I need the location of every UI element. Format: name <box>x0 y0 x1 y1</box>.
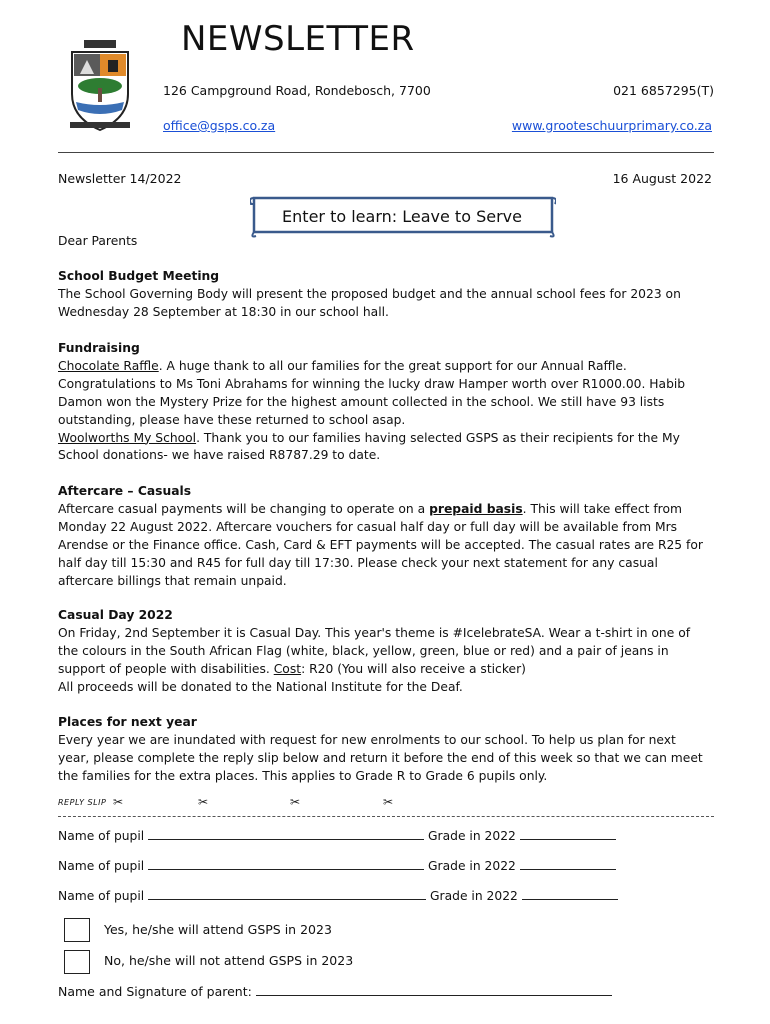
grade-field[interactable] <box>520 828 616 840</box>
paragraph-text: . Thank you to our families having selected GSPS as their recipients for the My <box>196 430 680 445</box>
paragraph-line: School donations- we have raised R8787.29 to date. <box>58 448 381 463</box>
newsletter-date: 16 August 2022 <box>612 171 712 186</box>
section-aftercare <box>58 483 728 590</box>
paragraph-text: . A huge thank to all our families for the great support for our Annual Raffle. <box>158 358 627 373</box>
paragraph-line: half day till 15:30 and R45 for full day till 17:30. Please check your next statement for any casual <box>58 555 658 570</box>
paragraph-text: . This will take effect from <box>522 501 682 516</box>
section-heading: Places for next year <box>58 715 197 729</box>
paragraph-line: Monday 22 August 2022. Aftercare vouchers for casual half day or full day will be available from Mrs <box>58 519 678 534</box>
chocolate-raffle-link[interactable]: Chocolate Raffle <box>58 358 159 373</box>
header-divider <box>58 152 714 153</box>
section-fundraising <box>58 340 728 465</box>
woolworths-myschool-link[interactable]: Woolworths My School <box>58 430 197 445</box>
section-budget <box>58 268 728 322</box>
school-address: 126 Campground Road, Rondebosch, 7700 <box>163 83 431 98</box>
prepaid-basis-emphasis: prepaid basis <box>429 501 523 516</box>
grade-label: Grade in 2022 <box>428 859 516 873</box>
newsletter-number: Newsletter 14/2022 <box>58 171 182 186</box>
signature-row <box>58 984 612 999</box>
paragraph-line: Every year we are inundated with request for new enrolments to our school. To help us plan for next <box>58 732 676 747</box>
yes-option-label: Yes, he/she will attend GSPS in 2023 <box>104 922 332 937</box>
signature-field[interactable] <box>256 984 612 996</box>
pupil-row-2 <box>58 858 616 873</box>
no-option-label: No, he/she will not attend GSPS in 2023 <box>104 953 354 968</box>
signature-label: Name and Signature of parent: <box>58 984 252 999</box>
pupil-name-label: Name of pupil <box>58 829 145 843</box>
cost-label: Cost <box>273 661 302 676</box>
school-motto: Enter to learn: Leave to Serve <box>282 207 522 226</box>
scissors-icon: ✂ <box>198 795 209 809</box>
pupil-row-1 <box>58 828 616 843</box>
section-casual-day <box>58 607 728 697</box>
paragraph-line: On Friday, 2nd September it is Casual Day. This year's theme is #IcelebrateSA. Wear a t-shirt in one of <box>58 625 691 640</box>
scissors-icon: ✂ <box>113 795 124 809</box>
paragraph-line: year, please complete the reply slip below and return it before the end of this week so that we can meet <box>58 750 703 765</box>
paragraph-text: Aftercare casual payments will be changing to operate on a <box>58 501 430 516</box>
paragraph-line: Arendse or the Finance office. Cash, Card & EFT payments will be accepted. The casual rates are R25 for <box>58 537 703 552</box>
grade-label: Grade in 2022 <box>430 889 518 903</box>
scissors-icon: ✂ <box>383 795 394 809</box>
school-phone: 021 6857295(T) <box>613 83 714 98</box>
section-heading: School Budget Meeting <box>58 269 220 283</box>
yes-checkbox[interactable] <box>64 918 90 942</box>
section-heading: Fundraising <box>58 341 140 355</box>
school-website-link[interactable]: www.grooteschuurprimary.co.za <box>511 118 712 133</box>
paragraph-line: Wednesday 28 September at 18:30 in our school hall. <box>58 304 389 319</box>
section-places <box>58 714 728 786</box>
cut-line <box>58 816 714 817</box>
section-heading: Aftercare – Casuals <box>58 484 192 498</box>
paragraph-line: outstanding, please have these returned to school asap. <box>58 412 406 427</box>
grade-label: Grade in 2022 <box>428 829 516 843</box>
paragraph-line: the colours in the South African Flag (white, black, yellow, green, blue or red) and a pair of jeans in <box>58 643 669 658</box>
pupil-name-field[interactable] <box>148 828 424 840</box>
paragraph-line: The School Governing Body will present the proposed budget and the annual school fees for 2023 on <box>58 286 681 301</box>
pupil-name-label: Name of pupil <box>58 889 145 903</box>
pupil-name-field[interactable] <box>148 858 424 870</box>
paragraph-line: Damon won the Mystery Prize for the highest amount collected in the school. We still have 93 lists <box>58 394 665 409</box>
school-email-link[interactable]: office@gsps.co.za <box>163 118 276 133</box>
newsletter-title: NEWSLETTER <box>181 19 415 59</box>
paragraph-line: the families for the extra places. This applies to Grade R to Grade 6 pupils only. <box>58 768 548 783</box>
scissors-icon: ✂ <box>290 795 301 809</box>
greeting: Dear Parents <box>58 234 138 248</box>
grade-field[interactable] <box>522 888 618 900</box>
no-checkbox[interactable] <box>64 950 90 974</box>
pupil-name-label: Name of pupil <box>58 859 145 873</box>
paragraph-line: aftercare billings that remain unpaid. <box>58 573 287 588</box>
school-crest-logo <box>64 38 136 134</box>
reply-slip-label: REPLY SLIP <box>58 798 107 807</box>
paragraph-line: All proceeds will be donated to the National Institute for the Deaf. <box>58 679 463 694</box>
pupil-row-3 <box>58 888 618 903</box>
section-heading: Casual Day 2022 <box>58 608 173 622</box>
grade-field[interactable] <box>520 858 616 870</box>
paragraph-line: Congratulations to Ms Toni Abrahams for winning the lucky draw Hamper worth over R1000.00. Habib <box>58 376 686 391</box>
paragraph-text: support of people with disabilities. <box>58 661 274 676</box>
paragraph-text: : R20 (You will also receive a sticker) <box>301 661 526 676</box>
pupil-name-field[interactable] <box>148 888 426 900</box>
